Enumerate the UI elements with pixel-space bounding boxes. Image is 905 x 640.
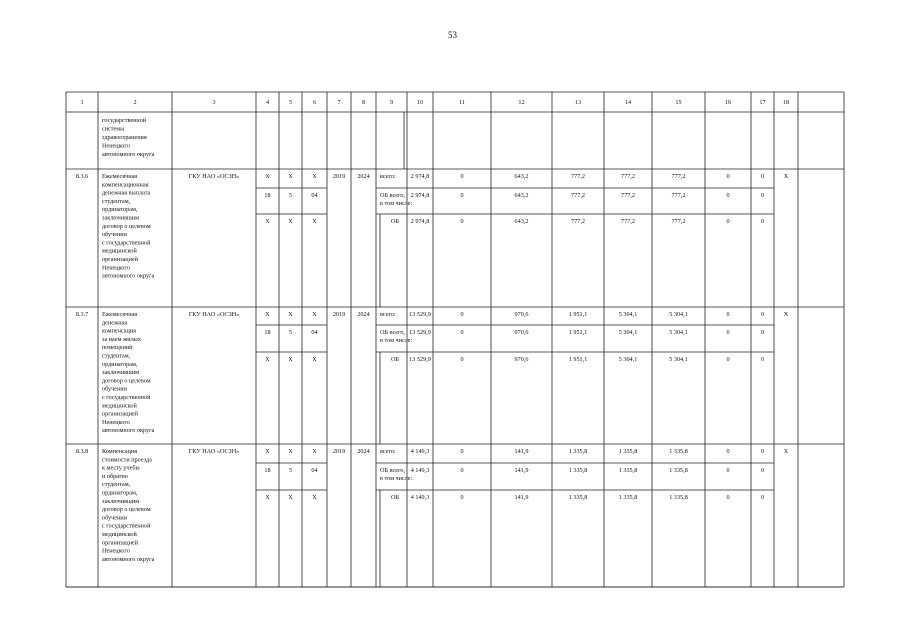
- row-col4: Х: [265, 356, 270, 363]
- row-col11: 0: [460, 218, 464, 225]
- item-col18: Х: [783, 448, 789, 455]
- row-total: 4 149,3: [410, 467, 430, 474]
- row-col4: Х: [265, 173, 270, 180]
- row-col5: 5: [288, 467, 293, 474]
- row-col16: 0: [726, 329, 730, 336]
- row-col6: Х: [312, 448, 317, 455]
- row-col5: 5: [288, 192, 293, 199]
- row-col11: 0: [460, 173, 464, 180]
- row-col14: 1 335,8: [618, 494, 638, 501]
- row-col11: 0: [460, 448, 464, 455]
- item-executor: ГКУ НАО «ОСЗН»: [188, 311, 240, 318]
- column-header-13: 13: [574, 99, 582, 106]
- row-col13: 1 951,1: [568, 329, 588, 336]
- row-col16: 0: [726, 218, 730, 225]
- row-col14: 777,2: [621, 173, 635, 180]
- row-col13: 777,2: [571, 192, 585, 199]
- item-name-line: к месту учебы: [102, 464, 140, 472]
- row-col16: 0: [726, 311, 730, 318]
- item-name-line: Ненецкого: [102, 264, 130, 272]
- row-total: 2 974,8: [410, 173, 430, 180]
- item-executor: ГКУ НАО «ОСЗН»: [188, 173, 240, 180]
- row-col14: 777,2: [621, 192, 635, 199]
- row-col6: 04: [311, 192, 318, 199]
- item-name-line: автономного округа: [102, 272, 155, 280]
- row-col11: 0: [460, 494, 464, 501]
- item-name-line: договор о целевом: [102, 506, 151, 514]
- row-total: 2 974,8: [410, 192, 430, 199]
- row-source: ОБ: [390, 356, 399, 363]
- column-header-1: 1: [80, 99, 84, 106]
- row-total: 13 529,9: [409, 311, 431, 318]
- row-col16: 0: [726, 356, 730, 363]
- row-col11: 0: [460, 192, 464, 199]
- row-col17: 0: [760, 494, 765, 501]
- continuation-name-line: государственной: [102, 117, 147, 124]
- row-col14: 5 304,1: [618, 356, 638, 363]
- continuation-name-line: автономного округа: [102, 151, 155, 158]
- item-name-line: заключившим: [102, 497, 140, 505]
- row-col5: Х: [288, 494, 293, 501]
- row-source: всего:: [380, 448, 396, 455]
- row-col12: 970,6: [514, 311, 529, 318]
- item-name-line: с государственной: [102, 522, 151, 530]
- column-header-8: 8: [361, 99, 366, 106]
- row-source: ОБ всего,: [380, 329, 406, 336]
- row-total: 13 529,9: [409, 356, 431, 363]
- row-col15: 777,2: [671, 218, 686, 225]
- row-col15: 5 304,1: [669, 329, 688, 336]
- row-col13: 777,2: [571, 218, 585, 225]
- row-col4: 18: [264, 192, 271, 199]
- row-total: 4 149,3: [410, 494, 430, 501]
- row-col6: 04: [311, 329, 318, 336]
- item-name-line: обучении: [102, 514, 127, 522]
- row-col13: 1 335,8: [568, 467, 588, 474]
- row-col6: Х: [312, 356, 317, 363]
- item-name-line: медицинской: [102, 247, 137, 255]
- row-source-sub: в том числе:: [380, 200, 413, 207]
- item-name-line: компенсация: [102, 327, 136, 335]
- row-col15: 777,2: [671, 192, 686, 199]
- row-col11: 0: [460, 356, 464, 363]
- column-header-5: 5: [288, 99, 293, 106]
- item-name-line: заключившим: [102, 214, 140, 222]
- row-total: 13 529,9: [409, 329, 431, 336]
- row-col15: 1 335,8: [669, 494, 688, 501]
- row-col16: 0: [726, 494, 730, 501]
- row-col15: 1 335,8: [669, 467, 688, 474]
- item-name-line: студентам,: [102, 352, 131, 360]
- row-col15: 5 304,1: [669, 356, 688, 363]
- row-col14: 1 335,8: [618, 467, 638, 474]
- column-header-18: 18: [782, 99, 790, 106]
- row-col16: 0: [726, 467, 730, 474]
- item-name-line: компенсационная: [102, 181, 149, 189]
- row-col6: 04: [311, 467, 318, 474]
- row-source: всего:: [380, 311, 396, 318]
- column-header-10: 10: [416, 99, 424, 106]
- column-header-12: 12: [518, 99, 525, 106]
- row-col5: Х: [288, 448, 293, 455]
- row-col14: 777,2: [621, 218, 635, 225]
- item-name-line: денежная выплата: [102, 189, 151, 197]
- row-col17: 0: [760, 173, 765, 180]
- row-col11: 0: [460, 467, 464, 474]
- item-name-line: автономного округа: [102, 427, 155, 435]
- column-header-4: 4: [265, 99, 270, 106]
- row-col16: 0: [726, 173, 730, 180]
- row-col12: 643,2: [514, 218, 529, 225]
- row-col13: 777,2: [571, 173, 585, 180]
- item-name-line: стоимости проезда: [102, 456, 152, 464]
- item-name-line: Ненецкого: [102, 547, 130, 555]
- row-source: ОБ всего,: [380, 192, 406, 199]
- row-col13: 1 951,1: [568, 311, 588, 318]
- row-col14: 5 304,1: [618, 311, 638, 318]
- row-col13: 1 335,8: [568, 448, 588, 455]
- item-name-line: студентам,: [102, 481, 131, 489]
- item-name-line: за наем жилых: [102, 335, 141, 343]
- row-col11: 0: [460, 329, 464, 336]
- row-source: ОБ: [390, 494, 399, 501]
- row-col15: 5 304,1: [669, 311, 688, 318]
- column-header-14: 14: [624, 99, 632, 106]
- item-name-line: ординаторам,: [102, 489, 138, 497]
- row-col14: 5 304,1: [618, 329, 638, 336]
- row-col4: Х: [265, 448, 270, 455]
- item-col18: Х: [783, 173, 789, 180]
- continuation-name-line: Ненецкого: [102, 142, 130, 150]
- item-name-line: с государственной: [102, 394, 151, 401]
- item-end-year: 2024: [357, 173, 370, 180]
- row-col6: Х: [312, 218, 317, 225]
- row-col12: 141,9: [514, 467, 529, 474]
- row-col12: 970,6: [514, 329, 529, 336]
- item-end-year: 2024: [357, 448, 370, 455]
- item-name-line: денежная: [102, 319, 128, 327]
- row-col15: 777,2: [671, 173, 686, 180]
- item-start-year: 2019: [332, 173, 346, 180]
- row-source: ОБ: [390, 218, 399, 225]
- item-name-line: помещений: [102, 344, 133, 352]
- row-col6: Х: [312, 173, 317, 180]
- row-col4: Х: [265, 494, 270, 501]
- row-total: 4 149,3: [410, 448, 430, 455]
- row-col13: 1 335,8: [568, 494, 588, 501]
- item-executor: ГКУ НАО «ОСЗН»: [188, 448, 240, 455]
- item-col18: Х: [783, 311, 789, 318]
- item-name-line: обучении: [102, 231, 127, 239]
- column-header-17: 17: [759, 99, 766, 106]
- row-col17: 0: [760, 218, 765, 225]
- continuation-name-line: системы: [102, 125, 125, 133]
- row-total: 2 974,8: [410, 218, 430, 225]
- row-source-sub: в том числе:: [380, 475, 413, 482]
- item-name-line: с государственной: [102, 239, 151, 247]
- row-col13: 1 951,1: [568, 356, 588, 363]
- item-name-line: медицинской: [102, 402, 137, 410]
- row-source: всего:: [380, 173, 396, 180]
- item-start-year: 2019: [332, 448, 346, 455]
- column-header-15: 15: [675, 99, 682, 106]
- row-col15: 1 335,8: [669, 448, 688, 455]
- row-col16: 0: [726, 448, 730, 455]
- item-name-line: и обратно: [102, 472, 128, 480]
- row-col5: Х: [288, 173, 293, 180]
- row-col5: Х: [288, 311, 293, 318]
- item-name-line: заключившим: [102, 369, 140, 377]
- row-col17: 0: [760, 329, 765, 336]
- row-col17: 0: [760, 311, 765, 318]
- item-name-line: медицинской: [102, 531, 137, 538]
- column-header-7: 7: [337, 99, 341, 106]
- row-col11: 0: [460, 311, 464, 318]
- item-name-line: обучении: [102, 385, 127, 393]
- column-header-16: 16: [724, 99, 732, 106]
- column-header-2: 2: [133, 99, 137, 106]
- row-col12: 970,6: [514, 356, 529, 363]
- row-col12: 141,9: [514, 494, 529, 501]
- item-name-line: ординаторам,: [102, 360, 138, 368]
- item-name-line: договор о целевом: [102, 377, 151, 385]
- row-col6: Х: [312, 311, 317, 318]
- row-col17: 0: [760, 356, 765, 363]
- item-name-line: автономного округа: [102, 555, 155, 563]
- item-name-line: договор о целевом: [102, 222, 151, 230]
- row-col5: 5: [288, 329, 293, 336]
- item-code: 8.3.6: [75, 173, 89, 180]
- row-col17: 0: [760, 448, 765, 455]
- column-header-11: 11: [459, 99, 465, 106]
- item-name-line: организацией: [102, 256, 138, 263]
- item-start-year: 2019: [332, 311, 346, 318]
- row-col16: 0: [726, 192, 730, 199]
- item-name-line: Ежемесячная: [102, 311, 138, 318]
- item-name-line: студентам,: [102, 197, 131, 205]
- row-col12: 141,9: [514, 448, 529, 455]
- item-name-line: Компенсация: [102, 448, 138, 455]
- item-code: 8.3.7: [75, 311, 89, 318]
- item-name-line: организацией: [102, 410, 138, 418]
- row-col17: 0: [760, 192, 765, 199]
- row-col4: Х: [265, 218, 270, 225]
- column-header-3: 3: [212, 99, 216, 106]
- row-col5: Х: [288, 218, 293, 225]
- row-col4: 18: [264, 467, 271, 474]
- row-col4: Х: [265, 311, 270, 318]
- column-header-6: 6: [312, 99, 317, 106]
- row-col4: 18: [264, 329, 271, 336]
- row-col6: Х: [312, 494, 317, 501]
- row-col17: 0: [760, 467, 765, 474]
- continuation-name-line: здравоохранения: [102, 134, 147, 141]
- row-col12: 643,2: [514, 192, 529, 199]
- item-name-line: Ежемесячная: [102, 173, 138, 180]
- column-header-9: 9: [389, 99, 394, 106]
- item-name-line: организацией: [102, 539, 138, 547]
- item-end-year: 2024: [357, 311, 370, 318]
- row-source: ОБ всего,: [380, 467, 406, 474]
- item-name-line: Ненецкого: [102, 418, 130, 426]
- row-col5: Х: [288, 356, 293, 363]
- row-col12: 643,2: [514, 173, 529, 180]
- item-code: 8.3.8: [75, 448, 89, 455]
- item-name-line: ординаторам,: [102, 206, 138, 214]
- page-number: 53: [448, 30, 457, 40]
- row-source-sub: в том числе:: [380, 337, 413, 344]
- row-col14: 1 335,8: [618, 448, 638, 455]
